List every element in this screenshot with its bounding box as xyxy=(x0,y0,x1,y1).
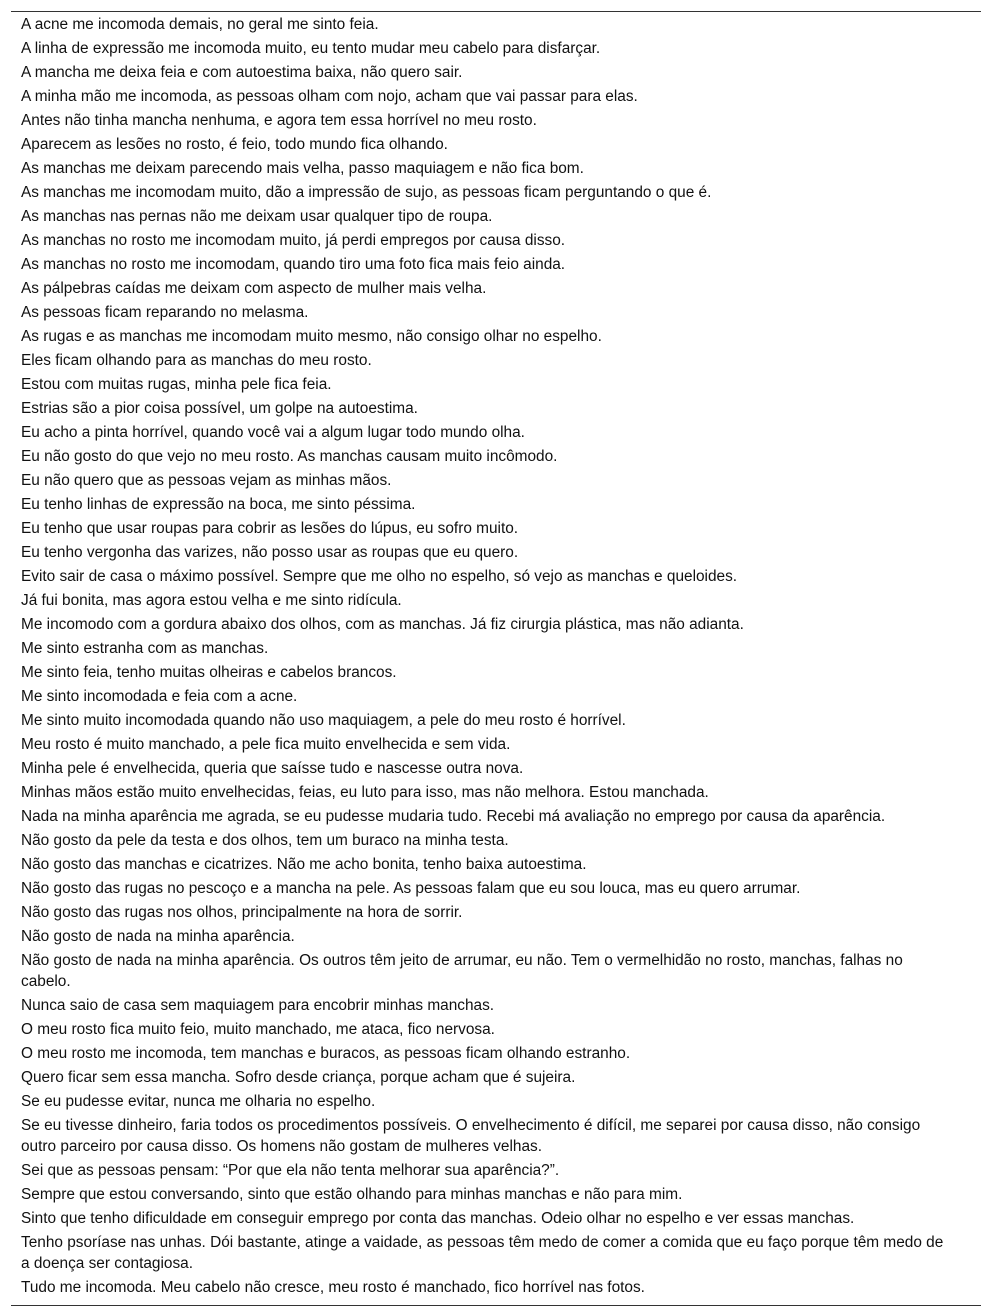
quote-row: As manchas no rosto me incomodam, quando tiro uma foto fica mais feio ainda. xyxy=(21,256,566,273)
quote-row: As pálpebras caídas me deixam com aspecto de mulher mais velha. xyxy=(21,280,487,297)
quote-row: Me sinto feia, tenho muitas olheiras e cabelos brancos. xyxy=(21,664,397,681)
quote-row: Tudo me incomoda. Meu cabelo não cresce, meu rosto é manchado, fico horrível nas fotos. xyxy=(21,1279,645,1296)
quote-row: Sei que as pessoas pensam: “Por que ela não tenta melhorar sua aparência?”. xyxy=(21,1162,560,1179)
quote-row: Meu rosto é muito manchado, a pele fica muito envelhecida e sem vida. xyxy=(21,736,511,753)
quote-row: As manchas no rosto me incomodam muito, já perdi empregos por causa disso. xyxy=(21,232,566,249)
quote-row: Eu não gosto do que vejo no meu rosto. As manchas causam muito incômodo. xyxy=(21,448,558,465)
quote-row: As manchas me incomodam muito, dão a impressão de sujo, as pessoas ficam perguntando o que é. xyxy=(21,184,712,201)
quote-row: Evito sair de casa o máximo possível. Sempre que me olho no espelho, só vejo as manchas e queloides. xyxy=(21,568,738,585)
quote-row: Antes não tinha mancha nenhuma, e agora tem essa horrível no meu rosto. xyxy=(21,112,537,129)
quote-row: A minha mão me incomoda, as pessoas olham com nojo, acham que vai passar para elas. xyxy=(21,88,638,105)
quote-row: Me sinto estranha com as manchas. xyxy=(21,640,269,657)
quote-row: Já fui bonita, mas agora estou velha e me sinto ridícula. xyxy=(21,592,402,609)
quote-row: Se eu pudesse evitar, nunca me olharia no espelho. xyxy=(21,1093,376,1110)
quote-row: As manchas nas pernas não me deixam usar qualquer tipo de roupa. xyxy=(21,208,493,225)
quote-row: Estou com muitas rugas, minha pele fica feia. xyxy=(21,376,332,393)
quote-row: As manchas me deixam parecendo mais velha, passo maquiagem e não fica bom. xyxy=(21,160,584,177)
quote-row: Eu não quero que as pessoas vejam as minhas mãos. xyxy=(21,472,392,489)
quote-row: Não gosto das rugas nos olhos, principalmente na hora de sorrir. xyxy=(21,904,463,921)
quote-row: Não gosto de nada na minha aparência. Os outros têm jeito de arrumar, eu não. Tem o vermelhidão no rosto, manchas, falhas no cabelo. xyxy=(21,952,903,990)
quote-row: Nada na minha aparência me agrada, se eu pudesse mudaria tudo. Recebi má avaliação no emprego por causa da aparência. xyxy=(21,808,886,825)
quote-row: Não gosto de nada na minha aparência. xyxy=(21,928,295,945)
quote-row: Estrias são a pior coisa possível, um golpe na autoestima. xyxy=(21,400,418,417)
quote-row: Minhas mãos estão muito envelhecidas, feias, eu luto para isso, mas não melhora. Estou manchada. xyxy=(21,784,709,801)
quote-row: O meu rosto fica muito feio, muito manchado, me ataca, fico nervosa. xyxy=(21,1021,495,1038)
quote-row: Eles ficam olhando para as manchas do meu rosto. xyxy=(21,352,372,369)
quote-row: A linha de expressão me incomoda muito, eu tento mudar meu cabelo para disfarçar. xyxy=(21,40,601,57)
quote-row: A mancha me deixa feia e com autoestima baixa, não quero sair. xyxy=(21,64,463,81)
quote-row: Me sinto muito incomodada quando não uso maquiagem, a pele do meu rosto é horrível. xyxy=(21,712,626,729)
quote-row: Eu tenho vergonha das varizes, não posso usar as roupas que eu quero. xyxy=(21,544,519,561)
quote-row: Me sinto incomodada e feia com a acne. xyxy=(21,688,298,705)
quote-row: As rugas e as manchas me incomodam muito mesmo, não consigo olhar no espelho. xyxy=(21,328,602,345)
quote-row: Tenho psoríase nas unhas. Dói bastante, atinge a vaidade, as pessoas têm medo de comer a comida que eu faço porque têm medo de a doença ser contagiosa. xyxy=(21,1234,944,1272)
quote-row: Me incomodo com a gordura abaixo dos olhos, com as manchas. Já fiz cirurgia plástica, mas não adianta. xyxy=(21,616,744,633)
quote-row: Eu acho a pinta horrível, quando você vai a algum lugar todo mundo olha. xyxy=(21,424,525,441)
quote-row: Sempre que estou conversando, sinto que estão olhando para minhas manchas e não para mim. xyxy=(21,1186,683,1203)
quote-row: Não gosto das manchas e cicatrizes. Não me acho bonita, tenho baixa autoestima. xyxy=(21,856,587,873)
quote-row: O meu rosto me incomoda, tem manchas e buracos, as pessoas ficam olhando estranho. xyxy=(21,1045,631,1062)
quote-row: Eu tenho que usar roupas para cobrir as lesões do lúpus, eu sofro muito. xyxy=(21,520,519,537)
quote-row: Não gosto das rugas no pescoço e a mancha na pele. As pessoas falam que eu sou louca, mas eu quero arrumar. xyxy=(21,880,801,897)
quotes-table xyxy=(11,11,981,1306)
quote-row: Nunca saio de casa sem maquiagem para encobrir minhas manchas. xyxy=(21,997,495,1014)
quote-row: Não gosto da pele da testa e dos olhos, tem um buraco na minha testa. xyxy=(21,832,509,849)
quote-row: Eu tenho linhas de expressão na boca, me sinto péssima. xyxy=(21,496,416,513)
quote-row: Aparecem as lesões no rosto, é feio, todo mundo fica olhando. xyxy=(21,136,448,153)
quote-row: Minha pele é envelhecida, queria que saísse tudo e nascesse outra nova. xyxy=(21,760,524,777)
quote-row: Se eu tivesse dinheiro, faria todos os procedimentos possíveis. O envelhecimento é difícil, me separei por causa disso, não consigo outro parceiro por causa disso. Os homens não gostam de mulheres velhas. xyxy=(21,1117,921,1155)
quote-row: Quero ficar sem essa mancha. Sofro desde criança, porque acham que é sujeira. xyxy=(21,1069,576,1086)
quote-row: A acne me incomoda demais, no geral me sinto feia. xyxy=(21,16,379,33)
quote-row: Sinto que tenho dificuldade em conseguir emprego por conta das manchas. Odeio olhar no espelho e ver essas manchas. xyxy=(21,1210,855,1227)
quote-row: As pessoas ficam reparando no melasma. xyxy=(21,304,309,321)
